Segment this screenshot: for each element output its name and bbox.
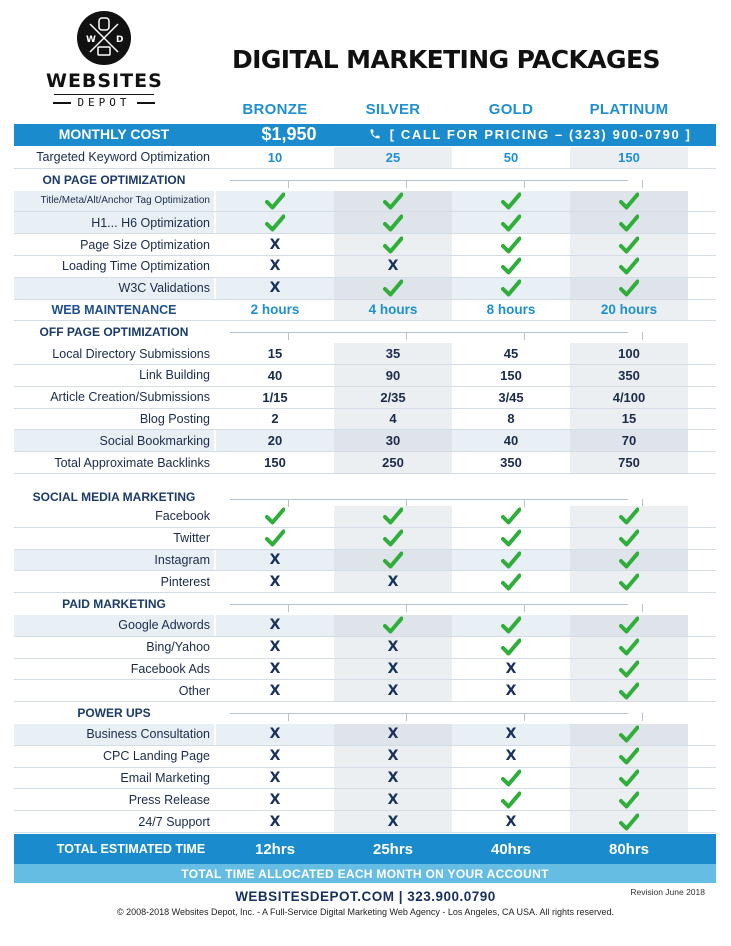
included-platinum xyxy=(570,615,688,636)
value-cell-bronze: 1/15 xyxy=(262,389,288,405)
x-mark-icon: X xyxy=(269,769,281,786)
x-mark-icon: X xyxy=(269,682,281,699)
feature-label: W3C Validations xyxy=(14,278,214,299)
feature-row xyxy=(14,409,716,431)
total-estimated-time-label: TOTAL ESTIMATED TIME xyxy=(56,842,206,856)
checkmark-icon xyxy=(383,529,403,547)
included-gold xyxy=(452,637,570,658)
feature-label: Targeted Keyword Optimization xyxy=(36,150,210,165)
included-gold xyxy=(452,506,570,527)
feature-label: Email Marketing xyxy=(120,770,210,785)
call-for-pricing[interactable] xyxy=(344,127,716,142)
monthly-cost-bar xyxy=(14,124,716,146)
category-label: ON PAGE OPTIMIZATION xyxy=(42,172,186,187)
feature-row xyxy=(14,746,716,768)
checkmark-icon xyxy=(383,214,403,232)
feature-label: Page Size Optimization xyxy=(80,237,210,252)
value-cell-bronze: 150 xyxy=(264,455,286,471)
checkmark-icon xyxy=(383,192,403,210)
value-cell-platinum: 15 xyxy=(570,409,688,430)
included-silver xyxy=(334,550,452,571)
value-cell-bronze: 15 xyxy=(267,346,283,362)
feature-row xyxy=(14,300,716,322)
not-included-silver xyxy=(334,659,452,680)
checkmark-icon xyxy=(619,551,639,569)
checkmark-icon xyxy=(619,192,639,210)
checkmark-icon xyxy=(501,573,521,591)
checkmark-icon xyxy=(383,279,403,297)
included-silver xyxy=(334,278,452,299)
category-connector xyxy=(230,332,628,333)
checkmark-icon xyxy=(501,192,521,210)
x-mark-icon: X xyxy=(269,617,281,634)
not-included-bronze xyxy=(216,789,334,810)
not-included-bronze xyxy=(216,811,334,832)
x-mark-icon: X xyxy=(387,682,399,699)
category-connector xyxy=(230,604,628,605)
checkmark-icon xyxy=(619,616,639,634)
x-mark-icon: X xyxy=(387,791,399,808)
feature-label: Press Release xyxy=(128,792,210,807)
checkmark-icon xyxy=(501,551,521,569)
included-silver xyxy=(334,615,452,636)
included-platinum xyxy=(570,506,688,527)
included-platinum xyxy=(570,550,688,571)
checkmark-icon xyxy=(383,507,403,525)
checkmark-icon xyxy=(619,813,639,831)
included-gold xyxy=(452,234,570,255)
checkmark-icon xyxy=(501,769,521,787)
not-included-bronze xyxy=(216,571,334,592)
value-cell-gold: 45 xyxy=(503,346,519,362)
checkmark-icon xyxy=(383,616,403,634)
checkmark-icon xyxy=(265,192,285,210)
included-silver xyxy=(334,506,452,527)
value-cell-gold: 150 xyxy=(500,367,522,383)
feature-row xyxy=(14,528,716,550)
value-cell-silver: 35 xyxy=(334,343,452,364)
value-cell-platinum: 150 xyxy=(570,147,688,168)
feature-row xyxy=(14,550,716,572)
checkmark-icon xyxy=(383,551,403,569)
x-mark-icon: X xyxy=(269,280,281,297)
feature-label: Bing/Yahoo xyxy=(146,640,210,655)
included-silver xyxy=(334,234,452,255)
x-mark-icon: X xyxy=(505,660,517,677)
feature-row xyxy=(14,571,716,593)
category-label: PAID MARKETING xyxy=(62,597,166,612)
feature-label: Title/Meta/Alt/Anchor Tag Optimization xyxy=(14,191,214,212)
checkmark-icon xyxy=(619,725,639,743)
checkmark-icon xyxy=(619,682,639,700)
checkmark-icon xyxy=(265,507,285,525)
feature-row xyxy=(14,256,716,278)
feature-label: CPC Landing Page xyxy=(102,749,210,764)
not-included-bronze xyxy=(216,615,334,636)
not-included-bronze xyxy=(216,278,334,299)
package-header-bronze: BRONZE xyxy=(242,101,308,118)
checkmark-icon xyxy=(501,507,521,525)
feature-label: H1... H6 Optimization xyxy=(14,212,214,233)
feature-row xyxy=(14,278,716,300)
value-cell-silver: 25 xyxy=(334,147,452,168)
not-included-gold xyxy=(452,659,570,680)
value-cell-gold: 8 hours xyxy=(486,302,536,318)
logo-letter-d: D xyxy=(116,35,124,45)
value-cell-gold: 50 xyxy=(503,149,519,165)
feature-row xyxy=(14,506,716,528)
checkmark-icon xyxy=(619,791,639,809)
x-mark-icon: X xyxy=(269,551,281,568)
included-platinum xyxy=(570,680,688,701)
x-mark-icon: X xyxy=(269,813,281,830)
feature-row xyxy=(14,452,716,474)
checkmark-icon xyxy=(619,257,639,275)
not-included-silver xyxy=(334,746,452,767)
value-cell-bronze: 10 xyxy=(267,149,283,165)
feature-label: Local Directory Submissions xyxy=(52,346,210,361)
feature-label: Twitter xyxy=(173,531,210,546)
total-estimated-time-bar xyxy=(14,834,716,864)
package-header-silver: SILVER xyxy=(365,101,421,118)
not-included-silver xyxy=(334,571,452,592)
included-bronze xyxy=(216,212,334,233)
feature-row xyxy=(14,147,716,169)
feature-label: Link Building xyxy=(139,368,210,383)
checkmark-icon xyxy=(619,573,639,591)
checkmark-icon xyxy=(501,529,521,547)
x-mark-icon: X xyxy=(387,748,399,765)
checkmark-icon xyxy=(619,660,639,678)
x-mark-icon: X xyxy=(269,726,281,743)
x-mark-icon: X xyxy=(387,639,399,656)
feature-row xyxy=(14,191,716,213)
copyright-notice: © 2008-2018 Websites Depot, Inc. - A Full-Service Digital Marketing Web Agency - Los Angeles, CA USA. All rights reserved. xyxy=(116,907,615,917)
included-platinum xyxy=(570,746,688,767)
x-mark-icon: X xyxy=(387,726,399,743)
x-mark-icon: X xyxy=(387,573,399,590)
feature-row xyxy=(14,430,716,452)
value-cell-silver: 90 xyxy=(334,365,452,386)
category-label: OFF PAGE OPTIMIZATION xyxy=(39,325,189,340)
value-cell-gold: 350 xyxy=(500,455,522,471)
included-platinum xyxy=(570,528,688,549)
not-included-bronze xyxy=(216,256,334,277)
page-title: DIGITAL MARKETING PACKAGES xyxy=(232,45,660,74)
feature-label: Business Consultation xyxy=(14,724,214,745)
total-time-bronze: 12hrs xyxy=(254,841,296,858)
feature-label: WEB MAINTENANCE xyxy=(51,302,177,317)
included-gold xyxy=(452,191,570,212)
value-cell-bronze: 2 xyxy=(271,411,279,427)
allocated-time-note: TOTAL TIME ALLOCATED EACH MONTH ON YOUR ACCOUNT xyxy=(14,864,716,883)
not-included-bronze xyxy=(216,234,334,255)
feature-label: Google Adwords xyxy=(14,615,214,636)
total-time-silver: 25hrs xyxy=(372,841,414,858)
not-included-gold xyxy=(452,746,570,767)
call-for-pricing-text: [ CALL FOR PRICING – (323) 900-0790 ] xyxy=(389,127,692,142)
included-gold xyxy=(452,256,570,277)
value-cell-gold: 8 xyxy=(507,411,515,427)
feature-row xyxy=(14,811,716,833)
category-label: SOCIAL MEDIA MARKETING xyxy=(32,489,196,504)
not-included-silver xyxy=(334,680,452,701)
not-included-gold xyxy=(452,811,570,832)
not-included-gold xyxy=(452,724,570,745)
feature-label: Other xyxy=(178,683,210,698)
x-mark-icon: X xyxy=(269,791,281,808)
feature-label: Blog Posting xyxy=(139,411,210,426)
x-mark-icon: X xyxy=(505,726,517,743)
logo-letter-w: W xyxy=(86,35,96,45)
feature-row xyxy=(14,789,716,811)
value-cell-gold: 3/45 xyxy=(498,389,524,405)
value-cell-platinum: 350 xyxy=(570,365,688,386)
value-cell-bronze: 2 hours xyxy=(250,302,300,318)
category-connector xyxy=(230,180,628,181)
not-included-bronze xyxy=(216,746,334,767)
not-included-bronze xyxy=(216,659,334,680)
checkmark-icon xyxy=(265,529,285,547)
category-connector xyxy=(230,713,628,714)
phone-icon xyxy=(369,127,385,142)
feature-row xyxy=(14,212,716,234)
not-included-bronze xyxy=(216,680,334,701)
checkmark-icon xyxy=(501,616,521,634)
feature-row xyxy=(14,234,716,256)
logo-divider xyxy=(54,94,154,95)
not-included-bronze xyxy=(216,637,334,658)
included-silver xyxy=(334,528,452,549)
category-header-row xyxy=(14,169,716,191)
x-mark-icon: X xyxy=(387,660,399,677)
x-mark-icon: X xyxy=(387,769,399,786)
included-platinum xyxy=(570,278,688,299)
included-gold xyxy=(452,550,570,571)
x-mark-icon: X xyxy=(387,813,399,830)
value-cell-platinum: 100 xyxy=(570,343,688,364)
included-bronze xyxy=(216,528,334,549)
not-included-silver xyxy=(334,724,452,745)
checkmark-icon xyxy=(619,507,639,525)
included-platinum xyxy=(570,659,688,680)
checkmark-icon xyxy=(501,638,521,656)
included-bronze xyxy=(216,191,334,212)
logo-emblem-icon xyxy=(76,10,132,66)
not-included-silver xyxy=(334,768,452,789)
feature-row xyxy=(14,637,716,659)
included-platinum xyxy=(570,811,688,832)
feature-row xyxy=(14,365,716,387)
included-platinum xyxy=(570,234,688,255)
feature-row xyxy=(14,343,716,365)
checkmark-icon xyxy=(619,529,639,547)
bronze-price: $1,950 xyxy=(261,124,317,144)
monthly-cost-label: MONTHLY COST xyxy=(58,126,170,142)
included-silver xyxy=(334,191,452,212)
included-gold xyxy=(452,789,570,810)
checkmark-icon xyxy=(383,236,403,254)
included-platinum xyxy=(570,637,688,658)
revision-date: Revision June 2018 xyxy=(630,887,705,897)
not-included-silver xyxy=(334,811,452,832)
checkmark-icon xyxy=(619,279,639,297)
included-gold xyxy=(452,278,570,299)
total-time-platinum: 80hrs xyxy=(608,841,650,858)
value-cell-platinum: 20 hours xyxy=(570,300,688,321)
category-header-row xyxy=(14,593,716,615)
checkmark-icon xyxy=(619,747,639,765)
x-mark-icon: X xyxy=(269,236,281,253)
included-gold xyxy=(452,528,570,549)
x-mark-icon: X xyxy=(505,813,517,830)
value-cell-bronze: 20 xyxy=(216,430,334,451)
not-included-gold xyxy=(452,680,570,701)
feature-label: Facebook xyxy=(155,509,210,524)
value-cell-platinum: 750 xyxy=(570,452,688,473)
not-included-silver xyxy=(334,637,452,658)
feature-label: Loading Time Optimization xyxy=(62,259,210,274)
checkmark-icon xyxy=(501,236,521,254)
checkmark-icon xyxy=(619,236,639,254)
included-platinum xyxy=(570,256,688,277)
not-included-silver xyxy=(334,789,452,810)
included-gold xyxy=(452,571,570,592)
feature-row xyxy=(14,387,716,409)
included-platinum xyxy=(570,724,688,745)
feature-label: Article Creation/Submissions xyxy=(50,390,210,405)
checkmark-icon xyxy=(501,791,521,809)
checkmark-icon xyxy=(265,214,285,232)
checkmark-icon xyxy=(619,638,639,656)
x-mark-icon: X xyxy=(505,748,517,765)
category-label: POWER UPS xyxy=(77,706,151,721)
package-comparison-table xyxy=(14,147,716,833)
x-mark-icon: X xyxy=(387,258,399,275)
package-header-gold: GOLD xyxy=(488,101,534,118)
value-cell-bronze: 40 xyxy=(267,367,283,383)
included-platinum xyxy=(570,571,688,592)
x-mark-icon: X xyxy=(505,682,517,699)
x-mark-icon: X xyxy=(269,573,281,590)
value-cell-silver: 30 xyxy=(334,430,452,451)
included-platinum xyxy=(570,191,688,212)
x-mark-icon: X xyxy=(269,748,281,765)
x-mark-icon: X xyxy=(269,258,281,275)
feature-row xyxy=(14,659,716,681)
value-cell-silver: 250 xyxy=(334,452,452,473)
included-gold xyxy=(452,615,570,636)
category-header-row xyxy=(14,474,716,506)
included-platinum xyxy=(570,768,688,789)
feature-label: Social Bookmarking xyxy=(14,430,214,451)
checkmark-icon xyxy=(501,279,521,297)
category-header-row xyxy=(14,321,716,343)
logo-sub-label: DEPOT xyxy=(77,96,131,109)
not-included-bronze xyxy=(216,768,334,789)
value-cell-silver: 4 hours xyxy=(334,300,452,321)
included-platinum xyxy=(570,789,688,810)
value-cell-silver: 2/35 xyxy=(334,387,452,408)
feature-label: Total Approximate Backlinks xyxy=(54,455,210,470)
not-included-bronze xyxy=(216,724,334,745)
feature-row xyxy=(14,615,716,637)
checkmark-icon xyxy=(501,257,521,275)
category-connector xyxy=(230,499,628,500)
included-bronze xyxy=(216,506,334,527)
not-included-silver xyxy=(334,256,452,277)
logo-subtext xyxy=(46,96,162,109)
value-cell-silver: 4 xyxy=(334,409,452,430)
not-included-bronze xyxy=(216,550,334,571)
included-gold xyxy=(452,768,570,789)
feature-label: Facebook Ads xyxy=(130,661,210,676)
included-gold xyxy=(452,212,570,233)
x-mark-icon: X xyxy=(269,639,281,656)
included-platinum xyxy=(570,212,688,233)
feature-row xyxy=(14,680,716,702)
included-silver xyxy=(334,212,452,233)
company-logo xyxy=(46,10,162,122)
x-mark-icon: X xyxy=(269,660,281,677)
value-cell-platinum: 70 xyxy=(570,430,688,451)
category-header-row xyxy=(14,702,716,724)
checkmark-icon xyxy=(619,214,639,232)
checkmark-icon xyxy=(619,769,639,787)
feature-row xyxy=(14,768,716,790)
total-time-gold: 40hrs xyxy=(490,841,532,858)
value-cell-gold: 40 xyxy=(452,430,570,451)
website-contact-link[interactable]: WEBSITESDEPOT.COM | 323.900.0790 xyxy=(235,889,496,904)
feature-label: Instagram xyxy=(14,550,214,571)
value-cell-platinum: 4/100 xyxy=(570,387,688,408)
feature-label: Pinterest xyxy=(160,574,210,589)
feature-label: 24/7 Support xyxy=(138,814,210,829)
package-header-platinum: PLATINUM xyxy=(589,101,669,118)
checkmark-icon xyxy=(501,214,521,232)
feature-row xyxy=(14,724,716,746)
logo-wordmark: WEBSITES xyxy=(46,70,163,92)
